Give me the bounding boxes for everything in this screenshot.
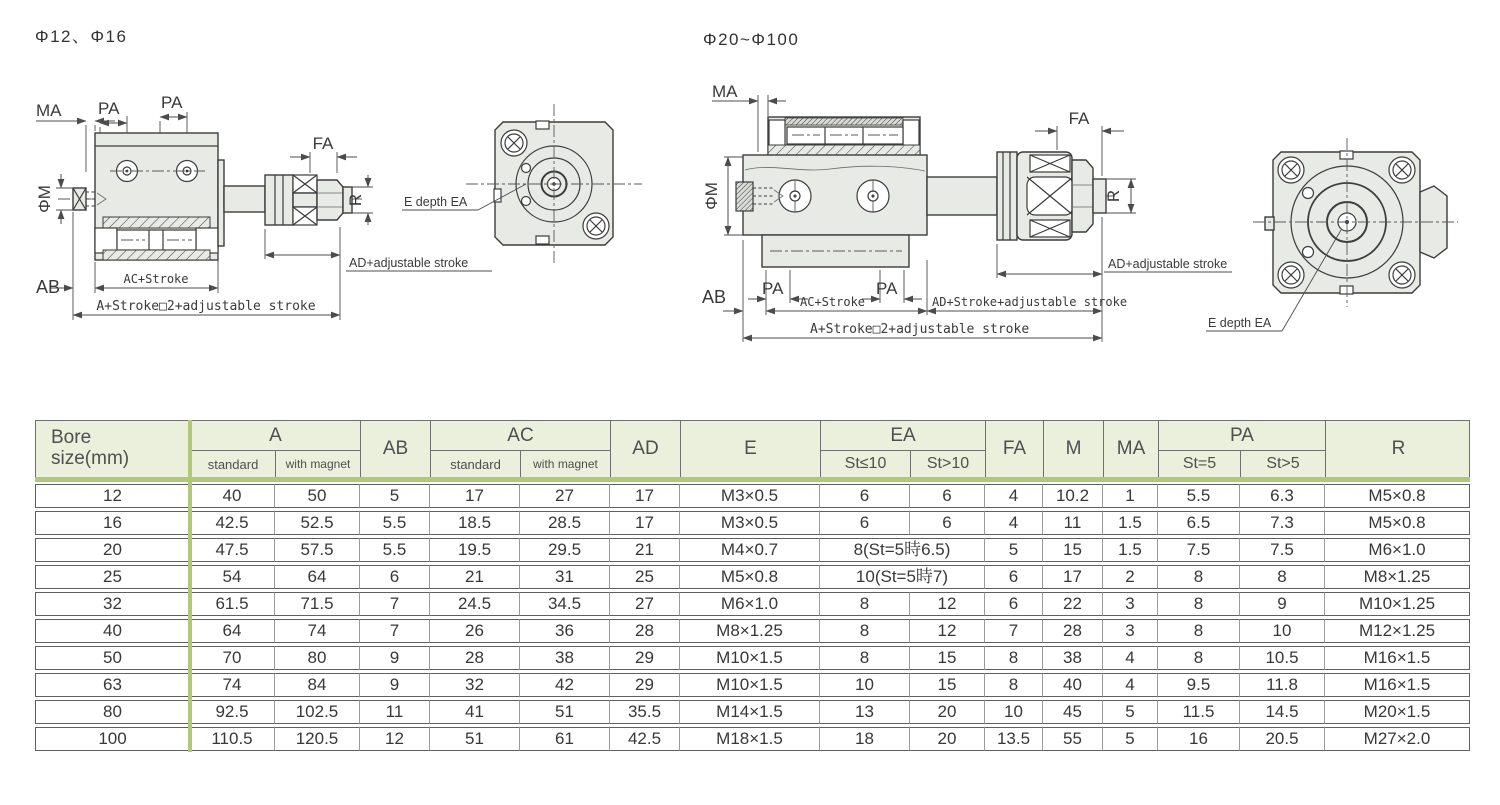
table-cell: 42.5 <box>610 727 680 751</box>
table-cell: 61 <box>520 727 610 751</box>
table-cell: 64 <box>275 565 360 589</box>
table-row <box>35 538 1470 562</box>
table-cell: 80 <box>275 646 360 670</box>
table-row <box>35 592 1470 616</box>
table-cell: 5 <box>1103 700 1158 724</box>
table-cell: 25 <box>610 565 680 589</box>
table-cell: 41 <box>430 700 520 724</box>
column-header-bore-line1: Bore <box>51 427 92 449</box>
dim-label-pa2: PA <box>161 93 183 112</box>
table-cell: 27 <box>610 592 680 616</box>
dim-label-ac-stroke: AC+Stroke <box>800 295 866 309</box>
dim-label-a-stroke: A+Stroke□2+adjustable stroke <box>810 322 1030 337</box>
table-cell: 1.5 <box>1103 511 1158 535</box>
column-header-ac-with-magnet: with magnet <box>521 451 611 477</box>
table-cell: 20 <box>35 538 190 562</box>
table-cell: 9 <box>360 646 430 670</box>
table-cell: 18.5 <box>430 511 520 535</box>
dim-label-r: R <box>346 193 365 207</box>
mounting-screw <box>583 213 609 239</box>
table-cell: M5×0.8 <box>680 565 820 589</box>
table-cell: 110.5 <box>190 727 275 751</box>
table-cell: 6 <box>820 484 910 508</box>
dim-label-ad-stroke-adjustable: AD+Stroke+adjustable stroke <box>932 295 1128 309</box>
table-row <box>35 700 1470 724</box>
table-cell: 4 <box>1103 646 1158 670</box>
mounting-screw <box>1278 157 1304 183</box>
table-cell: 20 <box>910 700 985 724</box>
table-cell: 4 <box>985 484 1043 508</box>
table-cell: M27×2.0 <box>1325 727 1470 751</box>
dim-label-phi-m: ΦM <box>702 182 721 210</box>
table-cell: 51 <box>520 700 610 724</box>
table-cell: 38 <box>1043 646 1103 670</box>
table-cell: 18 <box>820 727 910 751</box>
column-header-ma: MA <box>1104 421 1159 477</box>
table-cell: 51 <box>430 727 520 751</box>
table-cell: 52.5 <box>275 511 360 535</box>
table-cell: M6×1.0 <box>680 592 820 616</box>
table-cell: 8 <box>1158 592 1240 616</box>
column-header-pa: PA <box>1159 421 1326 451</box>
table-row <box>35 511 1470 535</box>
column-header-ab: AB <box>361 421 431 477</box>
table-cell: 17 <box>610 511 680 535</box>
table-cell: 3 <box>1103 592 1158 616</box>
column-header-a-standard: standard <box>191 451 276 477</box>
column-header-a: A <box>191 421 361 451</box>
table-cell: 6 <box>910 484 985 508</box>
column-header-bore <box>36 421 191 477</box>
dim-label-e-depth-ea: E depth EA <box>1208 316 1272 330</box>
column-header-a-with-magnet: with magnet <box>276 451 361 477</box>
table-cell: 74 <box>275 619 360 643</box>
table-row <box>35 565 1470 589</box>
table-cell: 8 <box>985 646 1043 670</box>
table-cell: 4 <box>985 511 1043 535</box>
column-header-ac-standard: standard <box>431 451 521 477</box>
dim-label-r: R <box>1104 189 1123 203</box>
table-cell: 13.5 <box>985 727 1043 751</box>
table-cell: 70 <box>190 646 275 670</box>
table-cell: 5.5 <box>360 538 430 562</box>
table-body <box>35 484 1470 751</box>
table-cell: 28.5 <box>520 511 610 535</box>
table-cell: 50 <box>275 484 360 508</box>
table-cell: 7 <box>360 592 430 616</box>
table-cell: M14×1.5 <box>680 700 820 724</box>
column-header-fa: FA <box>986 421 1044 477</box>
table-cell: 5 <box>985 538 1043 562</box>
column-header-ea-st-le10: St≤10 <box>821 451 911 477</box>
table-cell: 36 <box>520 619 610 643</box>
sensor-rail <box>768 117 920 155</box>
table-cell: 8 <box>820 646 910 670</box>
table-cell: M16×1.5 <box>1325 673 1470 697</box>
piston-rod-and-stroke-adjuster <box>927 152 1106 240</box>
table-cell: M20×1.5 <box>1325 700 1470 724</box>
dim-label-pa1: PA <box>762 279 784 298</box>
table-cell: 7.5 <box>1240 538 1325 562</box>
table-cell: 28 <box>1043 619 1103 643</box>
table-header <box>35 420 1470 477</box>
table-row <box>35 727 1470 751</box>
table-cell: 40 <box>1043 673 1103 697</box>
table-cell: 11.8 <box>1240 673 1325 697</box>
dim-label-pa2: PA <box>876 279 898 298</box>
table-cell: M6×1.0 <box>1325 538 1470 562</box>
table-cell: 5.5 <box>1158 484 1240 508</box>
table-accent-horizontal-bar <box>35 477 1470 482</box>
cylinder-drawing-large-bores <box>700 0 1500 360</box>
table-cell: 21 <box>430 565 520 589</box>
table-cell: 8(St=5時6.5) <box>820 538 985 562</box>
table-cell: 50 <box>35 646 190 670</box>
table-cell: 16 <box>35 511 190 535</box>
table-cell: 10.5 <box>1240 646 1325 670</box>
table-cell: 12 <box>360 727 430 751</box>
column-header-ea: EA <box>821 421 986 451</box>
table-cell: 31 <box>520 565 610 589</box>
table-cell: 1.5 <box>1103 538 1158 562</box>
table-cell: 5.5 <box>360 511 430 535</box>
table-cell: 6.3 <box>1240 484 1325 508</box>
table-cell: 74 <box>190 673 275 697</box>
table-cell: M18×1.5 <box>680 727 820 751</box>
mounting-screw <box>1389 157 1415 183</box>
table-cell: 42.5 <box>190 511 275 535</box>
table-cell: 6.5 <box>1158 511 1240 535</box>
table-cell: 1 <box>1103 484 1158 508</box>
table-cell: 9 <box>360 673 430 697</box>
column-header-e: E <box>681 421 821 477</box>
table-cell: M5×0.8 <box>1325 484 1470 508</box>
table-cell: 7.5 <box>1158 538 1240 562</box>
table-cell: 5 <box>1103 727 1158 751</box>
table-cell: 8 <box>985 673 1043 697</box>
table-cell: 5 <box>360 484 430 508</box>
table-cell: 17 <box>430 484 520 508</box>
table-cell: 102.5 <box>275 700 360 724</box>
table-cell: 32 <box>430 673 520 697</box>
column-header-ea-st-gt10: St>10 <box>911 451 986 477</box>
column-header-pa-st-gt5: St>5 <box>1241 451 1326 477</box>
table-row <box>35 673 1470 697</box>
table-cell: 6 <box>360 565 430 589</box>
dim-label-phi-m: ΦM <box>35 185 54 213</box>
table-cell: 8 <box>1158 646 1240 670</box>
piston-rod-and-stroke-adjuster <box>218 160 352 246</box>
table-cell: 29 <box>610 673 680 697</box>
table-cell: M10×1.5 <box>680 646 820 670</box>
table-cell: 55 <box>1043 727 1103 751</box>
table-cell: 84 <box>275 673 360 697</box>
table-row <box>35 484 1470 508</box>
table-cell: 6 <box>910 511 985 535</box>
column-header-ad: AD <box>611 421 681 477</box>
table-cell: 35.5 <box>610 700 680 724</box>
table-cell: 3 <box>1103 619 1158 643</box>
table-cell: 61.5 <box>190 592 275 616</box>
table-cell: 11 <box>360 700 430 724</box>
table-cell: 28 <box>430 646 520 670</box>
column-header-ac: AC <box>431 421 611 451</box>
table-cell: 15 <box>910 646 985 670</box>
table-cell: 14.5 <box>1240 700 1325 724</box>
table-cell: M4×0.7 <box>680 538 820 562</box>
table-cell: M3×0.5 <box>680 511 820 535</box>
table-cell: M3×0.5 <box>680 484 820 508</box>
table-cell: 13 <box>820 700 910 724</box>
mounting-screw <box>1278 262 1304 288</box>
table-cell: 10 <box>820 673 910 697</box>
mounting-screw <box>501 130 527 156</box>
table-cell: 47.5 <box>190 538 275 562</box>
table-cell: 15 <box>910 673 985 697</box>
dim-label-ma: MA <box>36 101 62 120</box>
table-cell: 25 <box>35 565 190 589</box>
table-cell: 17 <box>1043 565 1103 589</box>
table-cell: 2 <box>1103 565 1158 589</box>
column-header-r: R <box>1391 438 1406 459</box>
dim-label-ac-stroke: AC+Stroke <box>123 272 189 286</box>
table-cell: 10(St=5時7) <box>820 565 985 589</box>
table-cell: 15 <box>1043 538 1103 562</box>
table-cell: 11.5 <box>1158 700 1240 724</box>
dim-label-e-depth-ea: E depth EA <box>404 195 468 209</box>
table-cell: 8 <box>1158 619 1240 643</box>
end-view-small <box>402 104 642 264</box>
table-accent-vertical-line <box>188 420 192 752</box>
table-cell: 38 <box>520 646 610 670</box>
table-cell: 7 <box>360 619 430 643</box>
table-cell: M12×1.25 <box>1325 619 1470 643</box>
table-cell: 64 <box>190 619 275 643</box>
table-cell: 40 <box>190 484 275 508</box>
table-cell: 8 <box>820 619 910 643</box>
table-cell: 27 <box>520 484 610 508</box>
table-cell: 100 <box>35 727 190 751</box>
table-cell: 42 <box>520 673 610 697</box>
dim-label-fa: FA <box>312 134 334 153</box>
table-cell: 7.3 <box>1240 511 1325 535</box>
table-cell: 10.2 <box>1043 484 1103 508</box>
table-cell: 7 <box>985 619 1043 643</box>
table-cell: 16 <box>1158 727 1240 751</box>
dim-label-a-stroke: A+Stroke□2+adjustable stroke <box>96 299 316 314</box>
table-cell: 24.5 <box>430 592 520 616</box>
dim-label-ad-adjustable: AD+adjustable stroke <box>349 256 469 270</box>
table-cell: M8×1.25 <box>1325 565 1470 589</box>
column-header-pa-st-eq5: St=5 <box>1159 451 1241 477</box>
table-cell: 10 <box>985 700 1043 724</box>
table-cell: 8 <box>1240 565 1325 589</box>
table-cell: 8 <box>1158 565 1240 589</box>
dim-label-ad-adjustable: AD+adjustable stroke <box>1108 257 1228 271</box>
table-cell: 29.5 <box>520 538 610 562</box>
column-header-m: M <box>1044 421 1104 477</box>
table-cell: 28 <box>610 619 680 643</box>
table-cell: 92.5 <box>190 700 275 724</box>
table-row <box>35 646 1470 670</box>
table-cell: 26 <box>430 619 520 643</box>
table-cell: 6 <box>985 565 1043 589</box>
mounting-screw <box>1389 262 1415 288</box>
table-cell: 120.5 <box>275 727 360 751</box>
table-cell: 40 <box>35 619 190 643</box>
dim-label-ab: AB <box>36 277 61 297</box>
table-cell: M10×1.5 <box>680 673 820 697</box>
table-cell: 54 <box>190 565 275 589</box>
end-view-large <box>1206 138 1458 331</box>
table-cell: 19.5 <box>430 538 520 562</box>
table-cell: M5×0.8 <box>1325 511 1470 535</box>
table-cell: 6 <box>820 511 910 535</box>
table-cell: 12 <box>910 619 985 643</box>
table-cell: 10 <box>1240 619 1325 643</box>
table-cell: 80 <box>35 700 190 724</box>
table-cell: 20.5 <box>1240 727 1325 751</box>
drawing-title-small: Φ12、Φ16 <box>35 27 128 46</box>
table-cell: 22 <box>1043 592 1103 616</box>
table-cell: 12 <box>910 592 985 616</box>
table-cell: 8 <box>820 592 910 616</box>
table-cell: 57.5 <box>275 538 360 562</box>
table-cell: 34.5 <box>520 592 610 616</box>
dim-label-ab: AB <box>702 287 727 307</box>
table-cell: M10×1.25 <box>1325 592 1470 616</box>
table-cell: 12 <box>35 484 190 508</box>
table-cell: 71.5 <box>275 592 360 616</box>
table-cell: M16×1.5 <box>1325 646 1470 670</box>
table-cell: 4 <box>1103 673 1158 697</box>
dim-label-ma: MA <box>712 82 738 101</box>
drawing-title-large: Φ20~Φ100 <box>703 30 800 49</box>
table-cell: 6 <box>985 592 1043 616</box>
column-header-bore-line2: size(mm) <box>51 448 130 469</box>
cylinder-drawing-small-bores <box>0 0 720 360</box>
dimension-table <box>35 420 1470 751</box>
table-cell: M8×1.25 <box>680 619 820 643</box>
table-cell: 9 <box>1240 592 1325 616</box>
table-cell: 21 <box>610 538 680 562</box>
dim-label-fa: FA <box>1068 109 1090 128</box>
table-cell: 32 <box>35 592 190 616</box>
table-cell: 9.5 <box>1158 673 1240 697</box>
table-cell: 20 <box>910 727 985 751</box>
table-cell: 63 <box>35 673 190 697</box>
table-cell: 11 <box>1043 511 1103 535</box>
table-row <box>35 619 1470 643</box>
table-cell: 17 <box>610 484 680 508</box>
dim-label-pa1: PA <box>98 99 120 118</box>
table-cell: 45 <box>1043 700 1103 724</box>
table-cell: 29 <box>610 646 680 670</box>
